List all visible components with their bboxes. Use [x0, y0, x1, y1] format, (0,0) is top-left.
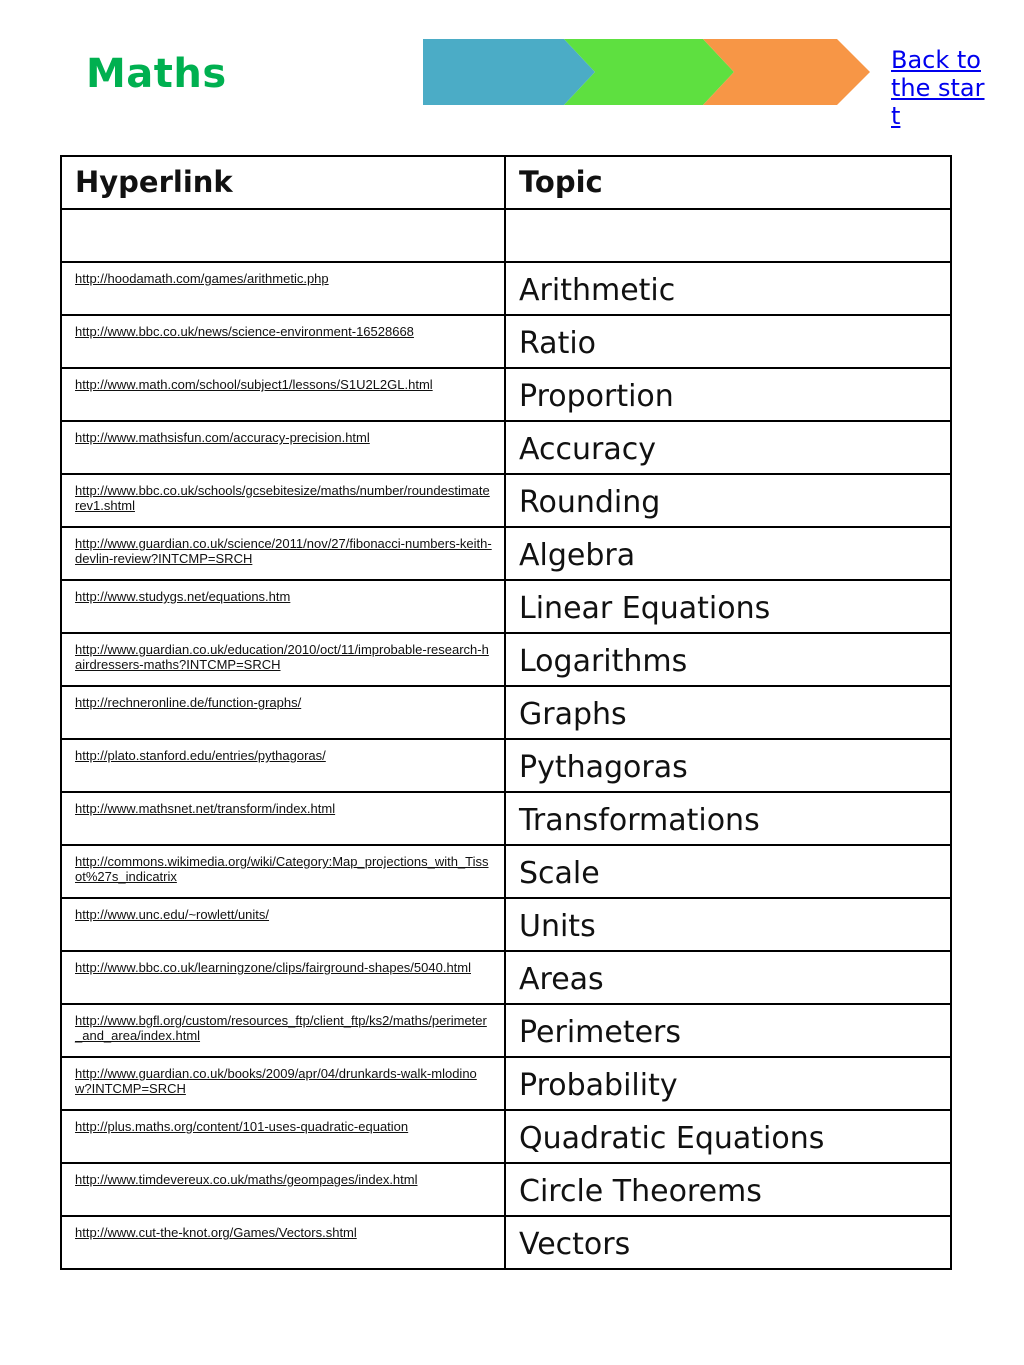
chevron-arrow-blue — [423, 39, 595, 105]
hyperlink-table — [60, 155, 952, 1270]
hyperlink-cell — [61, 209, 505, 262]
hyperlink-cell — [61, 1004, 505, 1057]
topic-cell — [505, 739, 951, 792]
table-header-row — [61, 156, 951, 209]
topic-label: Accuracy — [519, 432, 656, 467]
topic-cell — [505, 845, 951, 898]
table-row — [61, 1216, 951, 1269]
table-row — [61, 633, 951, 686]
hyperlink-cell — [61, 633, 505, 686]
hyperlink[interactable]: http://www.studygs.net/equations.htm — [75, 589, 291, 604]
hyperlink[interactable]: http://www.timdevereux.co.uk/maths/geompages/index.html — [75, 1172, 418, 1187]
topic-cell — [505, 1216, 951, 1269]
topic-cell — [505, 580, 951, 633]
topic-cell — [505, 527, 951, 580]
hyperlink[interactable]: http://www.bbc.co.uk/learningzone/clips/fairground-shapes/5040.html — [75, 960, 471, 975]
hyperlink[interactable]: http://hoodamath.com/games/arithmetic.php — [75, 271, 329, 286]
hyperlink-cell — [61, 951, 505, 1004]
table-row — [61, 1163, 951, 1216]
table-row — [61, 474, 951, 527]
topic-label: Areas — [519, 962, 604, 997]
hyperlink[interactable]: http://www.bbc.co.uk/news/science-environment-16528668 — [75, 324, 414, 339]
table-row — [61, 792, 951, 845]
topic-label: Probability — [519, 1068, 678, 1103]
hyperlink[interactable]: http://www.bbc.co.uk/schools/gcsebitesize/maths/number/roundestimaterev1.shtml — [75, 483, 490, 513]
page-title: Maths — [86, 51, 227, 97]
topic-label: Units — [519, 909, 596, 944]
table-row — [61, 315, 951, 368]
topic-label: Pythagoras — [519, 750, 688, 785]
back-to-start-link[interactable]: Back to the start — [891, 46, 985, 130]
hyperlink[interactable]: http://www.bgfl.org/custom/resources_ftp/client_ftp/ks2/maths/perimeter_and_area/index.html — [75, 1013, 487, 1043]
table-row — [61, 739, 951, 792]
hyperlink-cell — [61, 580, 505, 633]
hyperlink-cell — [61, 315, 505, 368]
topic-label: Proportion — [519, 379, 674, 414]
hyperlink-cell — [61, 421, 505, 474]
hyperlink-cell — [61, 792, 505, 845]
topic-cell — [505, 951, 951, 1004]
hyperlink[interactable]: http://commons.wikimedia.org/wiki/Category:Map_projections_with_Tissot%27s_indicatrix — [75, 854, 489, 884]
topic-label: Algebra — [519, 538, 636, 573]
hyperlink-cell — [61, 739, 505, 792]
hyperlink[interactable]: http://plus.maths.org/content/101-uses-quadratic-equation — [75, 1119, 409, 1134]
table-row — [61, 580, 951, 633]
topic-cell — [505, 686, 951, 739]
hyperlink[interactable]: http://rechneronline.de/function-graphs/ — [75, 695, 302, 710]
table-row — [61, 368, 951, 421]
hyperlink-cell — [61, 686, 505, 739]
topic-label: Vectors — [519, 1227, 631, 1262]
topic-cell — [505, 209, 951, 262]
hyperlink[interactable]: http://www.unc.edu/~rowlett/units/ — [75, 907, 270, 922]
topic-label: Graphs — [519, 697, 627, 732]
topic-cell — [505, 1110, 951, 1163]
topic-label: Quadratic Equations — [519, 1121, 825, 1156]
hyperlink[interactable]: http://www.math.com/school/subject1/lessons/S1U2L2GL.html — [75, 377, 433, 392]
hyperlink-cell — [61, 845, 505, 898]
table-row — [61, 845, 951, 898]
topic-cell — [505, 792, 951, 845]
topic-cell — [505, 1163, 951, 1216]
hyperlink-cell — [61, 262, 505, 315]
hyperlink[interactable]: http://plato.stanford.edu/entries/pythagoras/ — [75, 748, 326, 763]
hyperlink[interactable]: http://www.guardian.co.uk/education/2010/oct/11/improbable-research-hairdressers-maths?INTCMP=SRCH — [75, 642, 489, 672]
topic-cell — [505, 315, 951, 368]
topic-cell — [505, 474, 951, 527]
hyperlink[interactable]: http://www.guardian.co.uk/science/2011/nov/27/fibonacci-numbers-keith-devlin-review?INTCMP=SRCH — [75, 536, 492, 566]
hyperlink-cell — [61, 1057, 505, 1110]
table-row — [61, 1110, 951, 1163]
topic-cell — [505, 1004, 951, 1057]
topic-cell — [505, 262, 951, 315]
table-row — [61, 686, 951, 739]
hyperlink[interactable]: http://www.mathsisfun.com/accuracy-precision.html — [75, 430, 370, 445]
hyperlink-cell — [61, 1110, 505, 1163]
hyperlink-cell — [61, 527, 505, 580]
table-row — [61, 951, 951, 1004]
topic-label: Transformations — [519, 803, 760, 838]
hyperlink-cell — [61, 368, 505, 421]
topic-label: Circle Theorems — [519, 1174, 762, 1209]
hyperlink-cell — [61, 474, 505, 527]
table-row — [61, 209, 951, 262]
hyperlink[interactable]: http://www.cut-the-knot.org/Games/Vectors.shtml — [75, 1225, 357, 1240]
topic-label: Perimeters — [519, 1015, 682, 1050]
topic-cell — [505, 898, 951, 951]
table-row — [61, 1057, 951, 1110]
hyperlink-cell — [61, 1216, 505, 1269]
topic-label: Logarithms — [519, 644, 688, 679]
topic-cell — [505, 421, 951, 474]
topic-label: Linear Equations — [519, 591, 771, 626]
topic-cell — [505, 633, 951, 686]
table-row — [61, 421, 951, 474]
topic-label: Rounding — [519, 485, 661, 520]
chevron-arrows — [423, 39, 873, 105]
table-row — [61, 898, 951, 951]
hyperlink-cell — [61, 898, 505, 951]
table-row — [61, 262, 951, 315]
topic-cell — [505, 368, 951, 421]
topic-label: Arithmetic — [519, 273, 676, 308]
table-row — [61, 527, 951, 580]
hyperlink[interactable]: http://www.mathsnet.net/transform/index.html — [75, 801, 336, 816]
column-header-topic: Topic — [505, 156, 951, 209]
topic-label: Scale — [519, 856, 600, 891]
hyperlink[interactable]: http://www.guardian.co.uk/books/2009/apr/04/drunkards-walk-mlodinow?INTCMP=SRCH — [75, 1066, 477, 1096]
hyperlink-cell — [61, 1163, 505, 1216]
topic-label: Ratio — [519, 326, 597, 361]
topic-cell — [505, 1057, 951, 1110]
column-header-hyperlink: Hyperlink — [61, 156, 505, 209]
table-row — [61, 1004, 951, 1057]
